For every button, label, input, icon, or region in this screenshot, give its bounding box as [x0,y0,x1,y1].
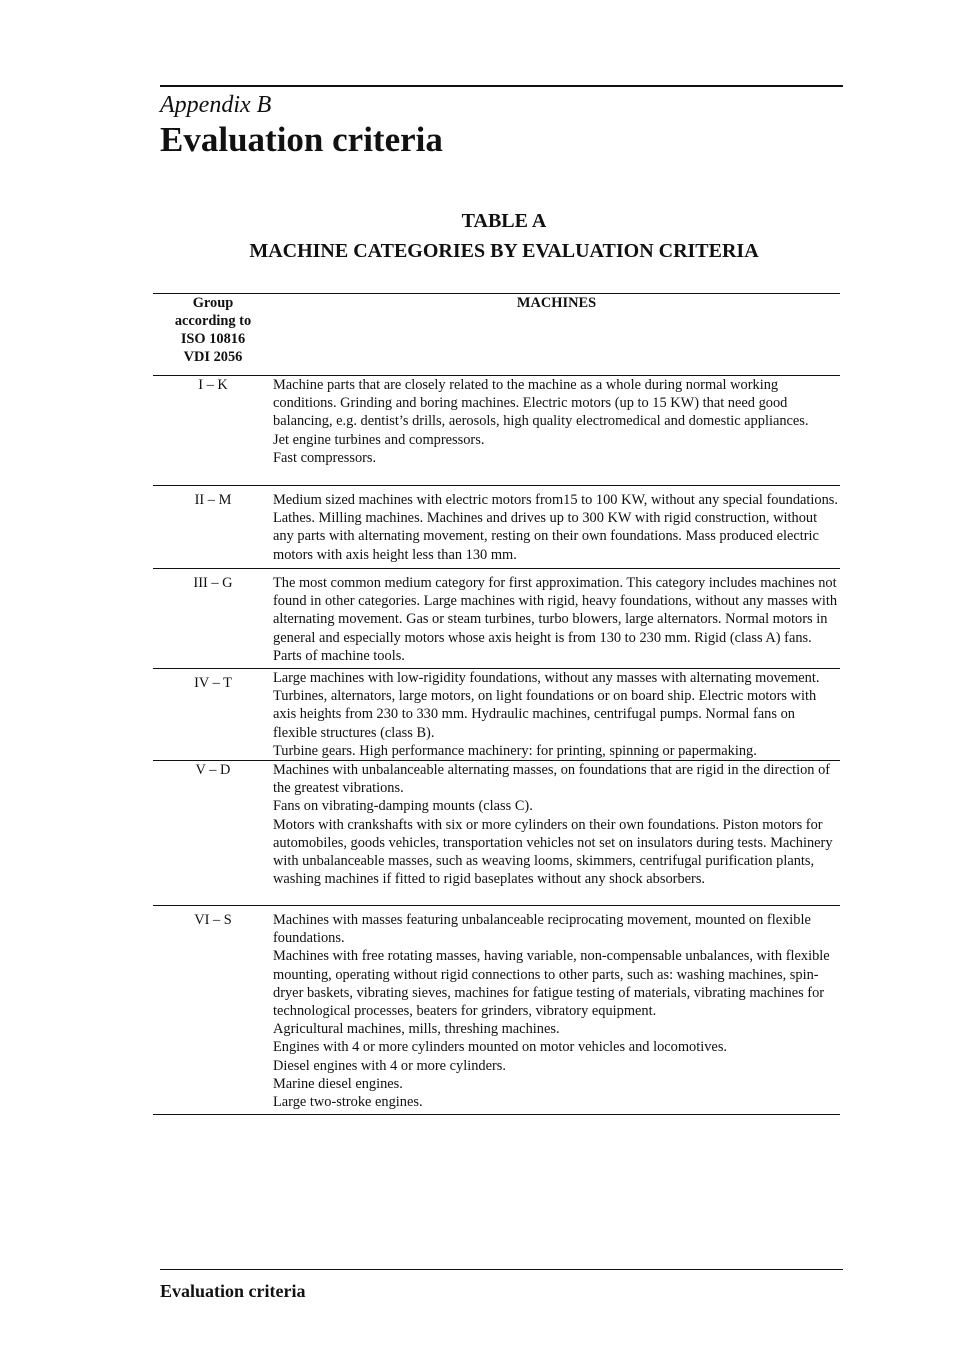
footer-title: Evaluation criteria [160,1281,306,1301]
group-cell: I – K [198,377,228,393]
header-rule [160,85,843,87]
appendix-label: Appendix B [160,92,272,118]
group-header-line: Group [192,295,234,311]
table-row [153,669,840,761]
table-header-row [153,294,840,376]
group-cell: IV – T [194,675,232,691]
group-cell: II – M [194,492,232,508]
machine-categories-table [153,293,840,1115]
table-row [153,486,840,569]
group-header-line: ISO 10816 [180,331,246,347]
machines-text: Machines with unbalanceable alternating masses, on foundations that are rigid in the direction of the greatest vibrations. [273,762,831,797]
table-row [153,906,840,1115]
machines-text: Large machines with low-rigidity foundations, without any masses with alternating movement. Turbines, alternators, large motors, on light foundations or on board ship. Electric motors with axis heights from 230 to 330 mm. Hydraulic machines, centrifugal pumps. Normal fans on flexible structures (class B). [273,670,820,741]
machines-text: The most common medium category for first approximation. This category includes machines not found in other categories. Large machines with rigid, heavy foundations, without any masses with alternating movement. Gas or steam turbines, turbo blowers, large alternators. Normal motors in general and especially motors whose axis height is from 130 to 230 mm. Rigid (class A) fans. Parts of machine tools. [273,575,838,664]
table-row [153,761,840,906]
machines-text: Machines with free rotating masses, having variable, non-compensable unbalances, with flexible mounting, operating without rigid connections to other parts, such as: washing machines, spin-dryer baskets, vibrating sieves, machines for fatigue testing of materials, vibrating machines for technological processes, beaters for grinders, vibratory equipment. [273,948,830,1020]
machines-text: Medium sized machines with electric motors from15 to 100 KW, without any special foundations. Lathes. Milling machines. Machines and drives up to 300 KW with rigid construction, without any parts with alternating movement, resting on their own foundations. Mass produced electric motors with axis height less than 130 mm. [273,492,838,563]
machines-cell [273,486,840,569]
table-caption-title: MACHINE CATEGORIES BY EVALUATION CRITERIA [249,240,759,262]
machines-text: Marine diesel engines. [273,1075,403,1092]
group-header-line: according to [174,313,252,329]
machines-text: Large two-stroke engines. [273,1094,423,1111]
machines-text: Agricultural machines, mills, threshing machines. [273,1021,560,1038]
table-row [153,376,840,486]
machines-text: Diesel engines with 4 or more cylinders. [273,1057,506,1074]
machines-column-header: MACHINES [516,295,597,311]
table-caption-number: TABLE A [461,210,547,232]
group-cell: V – D [195,762,231,779]
machines-cell [273,669,840,761]
machines-cell [273,376,840,486]
page-title: Evaluation criteria [160,120,443,159]
machines-text: Engines with 4 or more cylinders mounted on motor vehicles and locomotives. [273,1039,728,1056]
machines-text: Motors with crankshafts with six or more cylinders on their own foundations. Piston motors for automobiles, goods vehicles, transportation vehicles not set on insulators during tests. Machinery with unbalanceable masses, such as weaving looms, skimmers, centrifugal purification plants, washing machines if fitted to rigid baseplates without any shock absorbers. [273,816,833,888]
group-header-line: VDI 2056 [183,349,243,365]
machines-text: Jet engine turbines and compressors. [273,431,485,448]
group-cell: VI – S [194,912,232,929]
group-column-header [153,294,273,376]
machines-text: Turbine gears. High performance machinery: for printing, spinning or papermaking. [273,742,757,759]
machines-text: Machine parts that are closely related to the machine as a whole during normal working conditions. Grinding and boring machines. Electric motors (up to 15 KW) that need good balancing, e.g. dentist’s drills, aerosols, high quality electromedical and domestic appliances. [273,377,809,430]
machines-cell [273,906,840,1115]
group-cell: III – G [193,575,233,591]
machines-text: Fast compressors. [273,449,377,466]
machines-cell [273,569,840,669]
machines-text: Machines with masses featuring unbalanceable reciprocating movement, mounted on flexible foundations. [273,912,811,947]
machines-text: Fans on vibrating-damping mounts (class C). [273,798,533,815]
footer-rule [160,1269,843,1270]
machines-cell [273,761,840,906]
table-row [153,569,840,669]
